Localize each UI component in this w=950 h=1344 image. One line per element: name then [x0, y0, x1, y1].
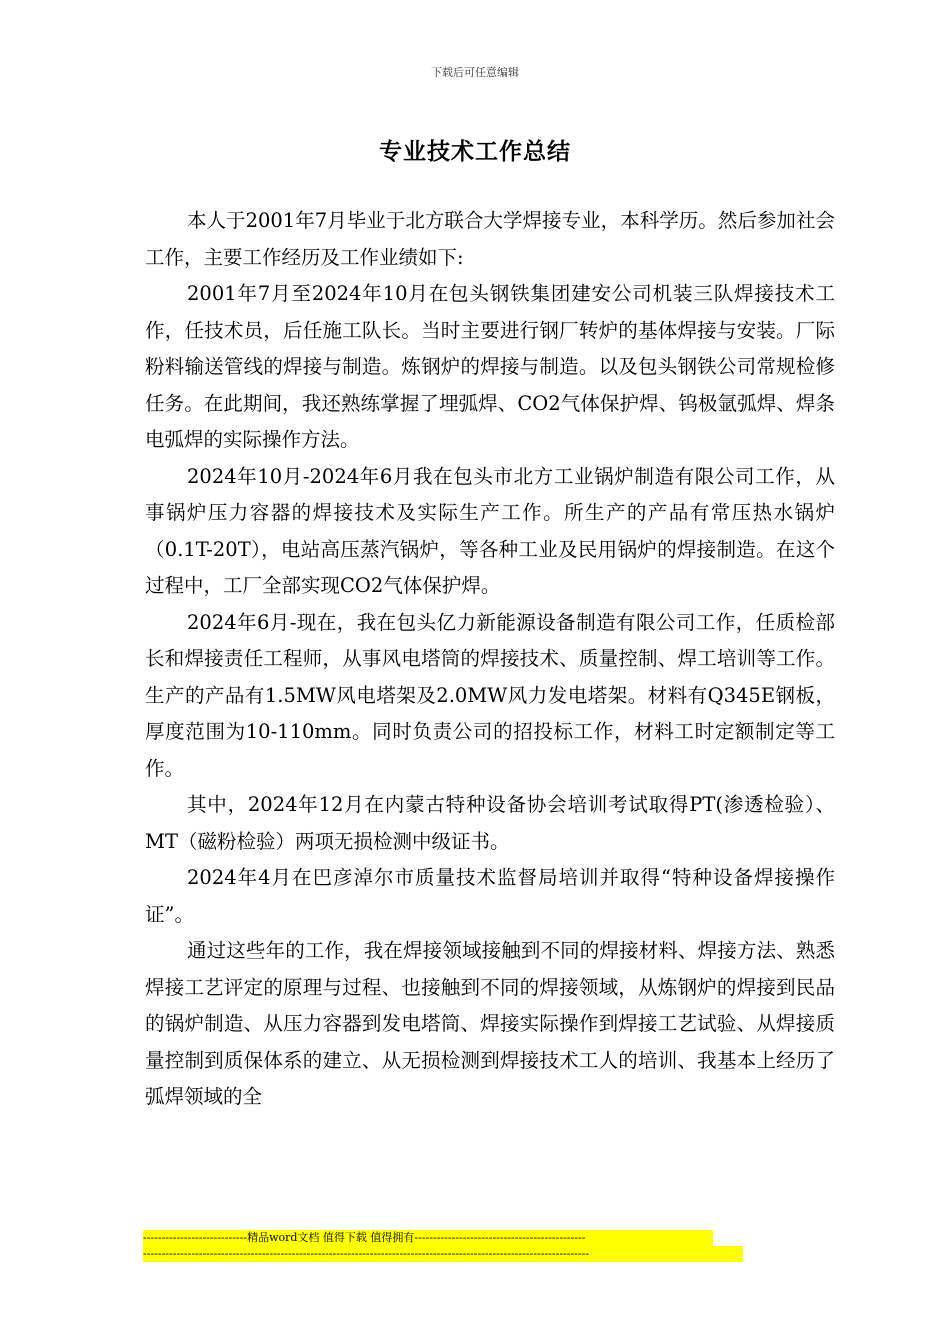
paragraph: 2001年7月至2024年10月在包头钢铁集团建安公司机装三队焊接技术工作，任技术员，后任施工队长。当时主要进行钢厂转炉的基体焊接与安装。厂际粉料输送管线的焊接与制造。炼钢炉的焊接与制造。以及包头钢铁公司常规检修任务。在此期间，我还熟练掌握了埋弧焊、CO2气体保护焊、钨极氩弧焊、焊条电弧焊的实际操作方法。 — [145, 282, 835, 451]
document-body — [145, 203, 835, 1116]
paragraph: 2024年4月在巴彦淖尔市质量技术监督局培训并取得“特种设备焊接操作证”。 — [145, 866, 835, 926]
paragraph: 2024年6月-现在，我在包头亿力新能源设备制造有限公司工作，任质检部长和焊接责任工程师，从事风电塔筒的焊接技术、质量控制、焊工培训等工作。生产的产品有1.5MW风电塔架及2.0MW风力发电塔架。材料有Q345E钢板，厚度范围为10-110mm。同时负责公司的招投标工作，材料工时定额制定等工作。 — [145, 610, 835, 780]
paragraph: 本人于2001年7月毕业于北方联合大学焊接专业，本科学历。然后参加社会工作，主要工作经历及工作业绩如下: — [145, 209, 835, 269]
document-title: 专业技术工作总结 — [379, 138, 571, 165]
paragraph: 通过这些年的工作，我在焊接领域接触到不同的焊接材料、焊接方法、熟悉焊接工艺评定的原理与过程、也接触到不同的焊接领域，从炼钢炉的焊接到民品的锅炉制造、从压力容器到发电塔筒、焊接实际操作到焊接工艺试验、从焊接质量控制到质保体系的建立、从无损检测到焊接技术工人的培训、我基本上经历了弧焊领域的全 — [145, 939, 835, 1108]
footer-divider-line: ------------------------------------------------------------------------------------------------------------------------ — [143, 1246, 743, 1262]
paragraph: 2024年10月-2024年6月我在包头市北方工业锅炉制造有限公司工作，从事锅炉压力容器的焊接技术及实际生产工作。所生产的产品有常压热水锅炉（0.1T-20T），电站高压蒸汽锅炉，等各种工业及民用锅炉的焊接制造。在这个过程中，工厂全部实现CO2气体保护焊。 — [145, 464, 835, 597]
page-header: 下载后可任意编辑 — [431, 66, 519, 79]
paragraph: 其中，2024年12月在内蒙古特种设备协会培训考试取得PT(渗透检验）、MT（磁粉检验）两项无损检测中级证书。 — [145, 793, 835, 853]
page-footer — [143, 1230, 743, 1262]
footer-banner-line: ----------------------------精品word文档 值得下载 值得拥有---------------------------------------------- — [143, 1230, 713, 1246]
